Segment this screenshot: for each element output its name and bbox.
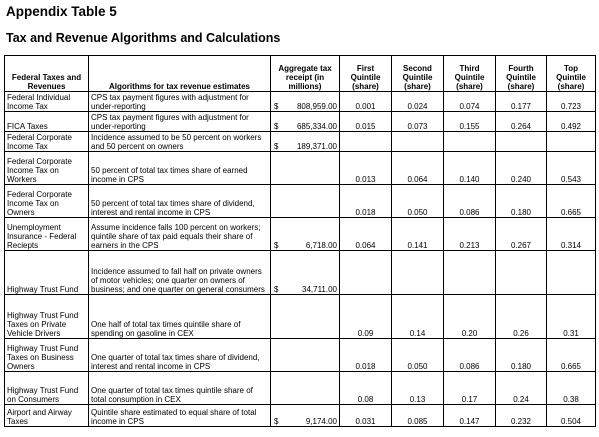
tax-name-cell: Highway Trust Fund (5, 251, 89, 295)
quintile-share-q5: 0.723 (547, 92, 596, 112)
quintile-share-q2: 0.050 (392, 185, 444, 218)
aggregate-value: 189,371.00 (296, 142, 337, 151)
quintile-share-q5: 0.492 (547, 112, 596, 132)
quintile-share-q3: 0.20 (444, 295, 496, 339)
tax-name-cell: Airport and Airway Taxes (5, 405, 89, 427)
quintile-share-q4: 0.232 (496, 405, 547, 427)
quintile-share-q3: 0.140 (444, 152, 496, 185)
quintile-share-q3 (444, 251, 496, 295)
quintile-share-q3: 0.17 (444, 372, 496, 405)
quintile-share-q5 (547, 251, 596, 295)
quintile-share-q1: 0.031 (340, 405, 392, 427)
quintile-share-q4: 0.26 (496, 295, 547, 339)
algorithm-cell: 50 percent of total tax times share of dividend, interest and rental income in CPS (89, 185, 271, 218)
header-federal-taxes: Federal Taxes and Revenues (5, 56, 89, 92)
aggregate-value: 685,334.00 (296, 122, 337, 131)
currency-symbol: $ (274, 417, 279, 426)
quintile-share-q1 (340, 132, 392, 152)
quintile-share-q4: 0.180 (496, 185, 547, 218)
header-aggregate: Aggregate tax receipt (in millions) (271, 56, 340, 92)
tax-name-cell: Unemployment Insurance - Federal Reciepts (5, 218, 89, 251)
quintile-share-q4: 0.267 (496, 218, 547, 251)
tax-name-cell: Highway Trust Fund Taxes on Business Owners (5, 339, 89, 372)
quintile-share-q1 (340, 251, 392, 295)
aggregate-value: 808,959.00 (296, 102, 337, 111)
table-row (5, 295, 596, 339)
quintile-share-q3: 0.086 (444, 185, 496, 218)
quintile-share-q5: 0.543 (547, 152, 596, 185)
aggregate-cell (271, 251, 340, 295)
quintile-share-q3: 0.155 (444, 112, 496, 132)
currency-symbol: $ (274, 122, 279, 131)
algorithm-cell: CPS tax payment figures with adjustment for under-reporting (89, 92, 271, 112)
algorithm-cell: Assume incidence falls 100 percent on workers; quintile share of tax paid equals their share of earners in the CPS (89, 218, 271, 251)
table-row (5, 218, 596, 251)
algorithm-cell: 50 percent of total tax times share of earned income in CPS (89, 152, 271, 185)
quintile-share-q1: 0.08 (340, 372, 392, 405)
algorithm-cell: One quarter of total tax times share of dividend, interest and rental income in CPS (89, 339, 271, 372)
quintile-share-q2: 0.073 (392, 112, 444, 132)
quintile-share-q2 (392, 251, 444, 295)
header-algorithm: Algorithms for tax revenue estimates (89, 56, 271, 92)
quintile-share-q1: 0.018 (340, 185, 392, 218)
aggregate-cell (271, 132, 340, 152)
table-row (5, 92, 596, 112)
aggregate-cell (271, 372, 340, 405)
tax-name-cell: FICA Taxes (5, 112, 89, 132)
currency-symbol: $ (274, 241, 279, 250)
quintile-share-q3: 0.213 (444, 218, 496, 251)
quintile-share-q1: 0.018 (340, 339, 392, 372)
quintile-share-q2: 0.13 (392, 372, 444, 405)
aggregate-value: 9,174.00 (305, 417, 337, 426)
quintile-share-q2: 0.085 (392, 405, 444, 427)
tax-name-cell: Highway Trust Fund Taxes on Private Vehicle Drivers (5, 295, 89, 339)
quintile-share-q4: 0.177 (496, 92, 547, 112)
quintile-share-q1: 0.013 (340, 152, 392, 185)
quintile-share-q3: 0.074 (444, 92, 496, 112)
header-row (5, 56, 596, 92)
aggregate-cell (271, 295, 340, 339)
algorithm-cell: CPS tax payment figures with adjustment for under-reporting (89, 112, 271, 132)
algorithm-cell: Quintile share estimated to equal share of total income in CPS (89, 405, 271, 427)
algorithm-cell: Incidence assumed to be 50 percent on workers and 50 percent on owners (89, 132, 271, 152)
quintile-share-q2: 0.141 (392, 218, 444, 251)
quintile-share-q5 (547, 132, 596, 152)
algorithm-cell: One half of total tax times quintile share of spending on gasoline in CEX (89, 295, 271, 339)
aggregate-cell (271, 92, 340, 112)
table-row (5, 112, 596, 132)
currency-symbol: $ (274, 102, 279, 111)
quintile-share-q5: 0.38 (547, 372, 596, 405)
tax-name-cell: Federal Corporate Income Tax on Workers (5, 152, 89, 185)
tax-name-cell: Highway Trust Fund on Consumers (5, 372, 89, 405)
tax-table (4, 55, 596, 427)
quintile-share-q4 (496, 132, 547, 152)
tax-name-cell: Federal Corporate Income Tax on Owners (5, 185, 89, 218)
tax-name-cell: Federal Individual Income Tax (5, 92, 89, 112)
table-subtitle: Tax and Revenue Algorithms and Calculations (6, 31, 281, 45)
appendix-title: Appendix Table 5 (6, 4, 117, 19)
header-top-quintile: Top Quintile (share) (547, 56, 596, 92)
header-fourth-quintile: Fourth Quintile (share) (496, 56, 547, 92)
quintile-share-q5: 0.665 (547, 185, 596, 218)
quintile-share-q5: 0.665 (547, 339, 596, 372)
tax-name-cell: Federal Corporate Income Tax (5, 132, 89, 152)
quintile-share-q4: 0.264 (496, 112, 547, 132)
table-row (5, 372, 596, 405)
header-first-quintile: First Quintile (share) (340, 56, 392, 92)
quintile-share-q1: 0.09 (340, 295, 392, 339)
table-row (5, 132, 596, 152)
aggregate-cell (271, 405, 340, 427)
aggregate-cell (271, 339, 340, 372)
quintile-share-q5: 0.504 (547, 405, 596, 427)
quintile-share-q4: 0.180 (496, 339, 547, 372)
quintile-share-q4: 0.24 (496, 372, 547, 405)
quintile-share-q2 (392, 132, 444, 152)
header-second-quintile: Second Quintile (share) (392, 56, 444, 92)
quintile-share-q4: 0.240 (496, 152, 547, 185)
quintile-share-q3 (444, 132, 496, 152)
aggregate-cell (271, 152, 340, 185)
quintile-share-q1: 0.001 (340, 92, 392, 112)
algorithm-cell: Incidence assumed to fall half on private owners of motor vehicles; one quarter on owners of business; and one quarter on general consumers (89, 251, 271, 295)
quintile-share-q3: 0.147 (444, 405, 496, 427)
table-body (5, 92, 596, 427)
quintile-share-q1: 0.064 (340, 218, 392, 251)
aggregate-cell (271, 218, 340, 251)
quintile-share-q5: 0.314 (547, 218, 596, 251)
quintile-share-q2: 0.050 (392, 339, 444, 372)
header-third-quintile: Third Quintile (share) (444, 56, 496, 92)
quintile-share-q2: 0.064 (392, 152, 444, 185)
table-row (5, 152, 596, 185)
currency-symbol: $ (274, 142, 279, 151)
quintile-share-q2: 0.024 (392, 92, 444, 112)
quintile-share-q1: 0.015 (340, 112, 392, 132)
currency-symbol: $ (274, 285, 279, 294)
table-row (5, 405, 596, 427)
quintile-share-q3: 0.086 (444, 339, 496, 372)
aggregate-cell (271, 112, 340, 132)
algorithm-cell: One quarter of total tax times quintile share of total consumption in CEX (89, 372, 271, 405)
aggregate-value: 6,718.00 (305, 241, 337, 250)
table-row (5, 339, 596, 372)
aggregate-value: 34,711.00 (302, 285, 337, 294)
table-row (5, 185, 596, 218)
table-row (5, 251, 596, 295)
aggregate-cell (271, 185, 340, 218)
quintile-share-q2: 0.14 (392, 295, 444, 339)
quintile-share-q5: 0.31 (547, 295, 596, 339)
quintile-share-q4 (496, 251, 547, 295)
